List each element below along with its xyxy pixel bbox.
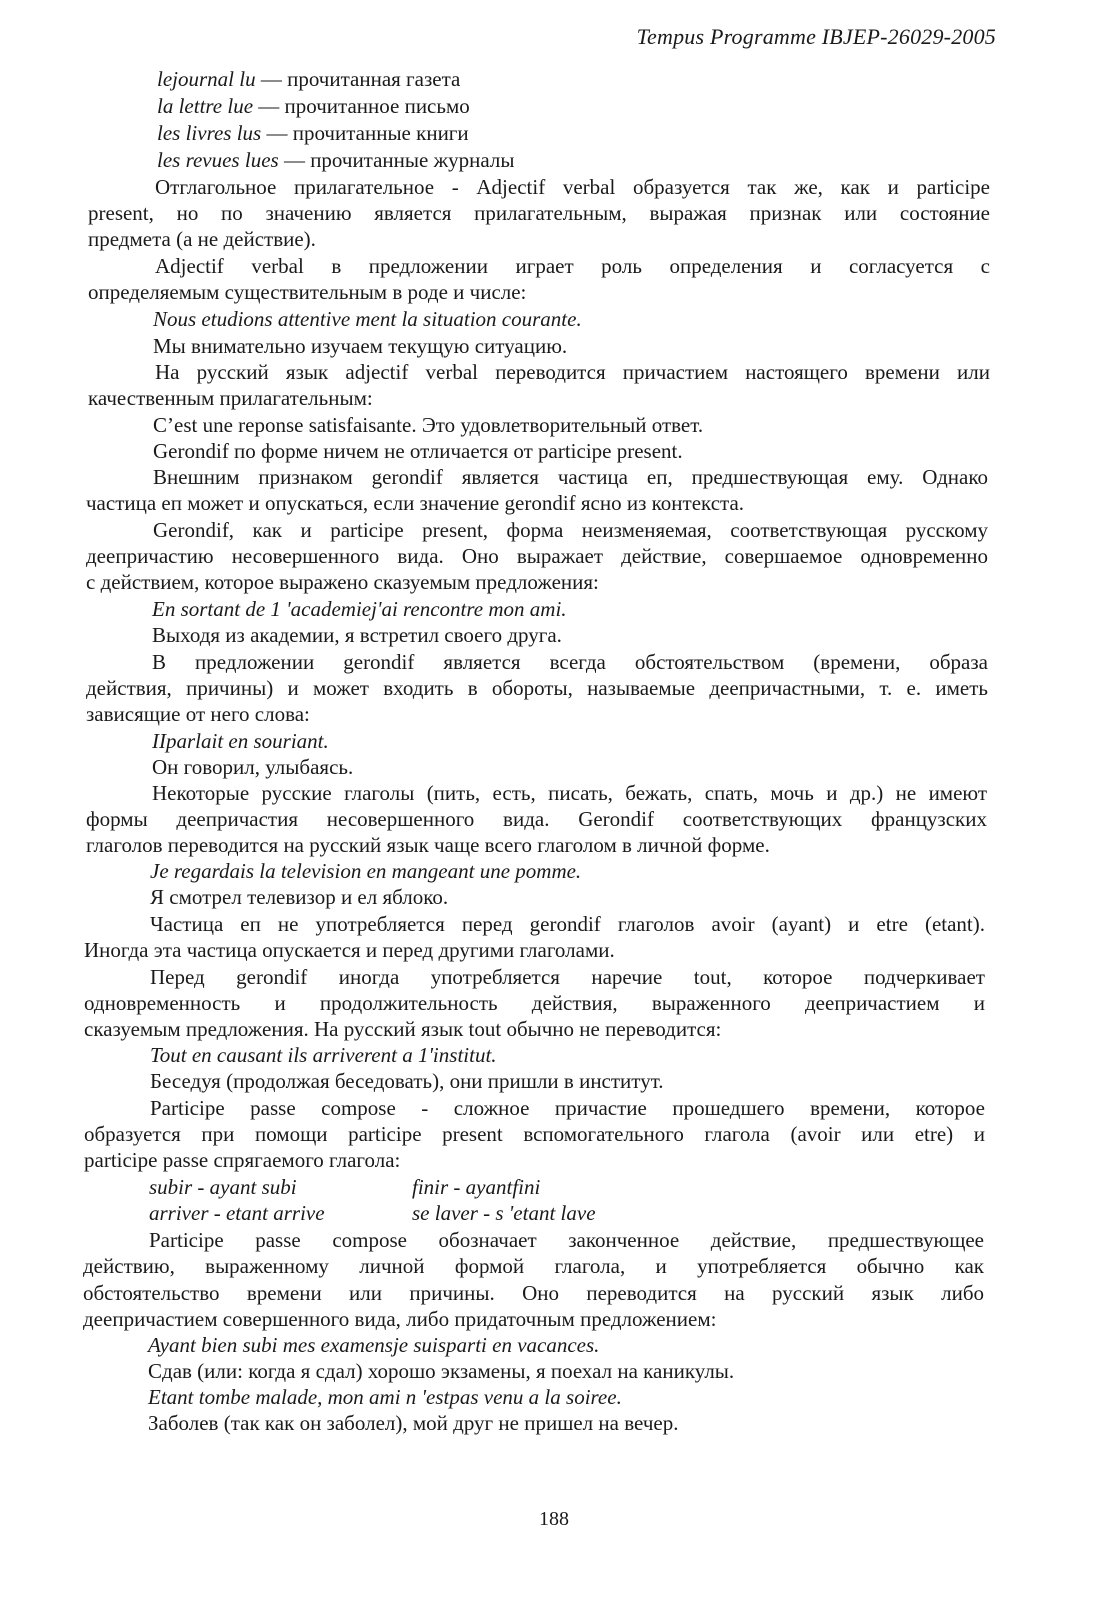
- running-header: Tempus Programme IBJEP-26029-2005: [636, 24, 996, 49]
- example-line: finir - ayantfini: [412, 1175, 541, 1199]
- text-line: Participe passe compose обозначает законченное действие, предшествующее: [149, 1228, 984, 1252]
- example-line: Tout en causant ils arriverent a 1'institut.: [150, 1043, 497, 1067]
- text-line: Внешним признаком gerondif является частица еп, предшествующая ему. Однако: [153, 465, 988, 489]
- example-line: la lettre lue — прочитанное письмо: [157, 94, 470, 118]
- text-line: качественным прилагательным:: [88, 386, 373, 410]
- text-line: Заболев (так как он заболел), мой друг не пришел на вечер.: [148, 1411, 679, 1435]
- text-line: предмета (а не действие).: [88, 227, 316, 251]
- text-line: глаголов переводится на русский язык чаще всего глаголом в личной форме.: [86, 833, 770, 857]
- text-line: Он говорил, улыбаясь.: [152, 755, 354, 779]
- text-line: определяемым существительным в роде и числе:: [88, 280, 527, 304]
- text-line: зависящие от него слова:: [86, 702, 310, 726]
- page-number: 188: [539, 1508, 569, 1530]
- text-line: present, но по значению является прилагательным, выражая признак или состояние: [88, 201, 990, 225]
- text-line: Беседуя (продолжая беседовать), они пришли в институт.: [150, 1069, 664, 1093]
- text-line: с действием, которое выражено сказуемым предложения:: [86, 570, 599, 594]
- text-line: Сдав (или: когда я сдал) хорошо экзамены, я поехал на каникулы.: [148, 1359, 735, 1383]
- text-line: образуется при помощи participe present вспомогательного глагола (avoir или etre) и: [84, 1122, 985, 1146]
- text-line: Я смотрел телевизор и ел яблоко.: [150, 885, 449, 909]
- example-line: lejournal lu — прочитанная газета: [157, 67, 461, 91]
- text-line: обстоятельство времени или причины. Оно переводится на русский язык либо: [83, 1281, 984, 1305]
- example-line: se laver - s 'etant lave: [412, 1201, 596, 1225]
- text-line: На русский язык adjectif verbal переводится причастием настоящего времени или: [155, 360, 990, 384]
- text-line: Перед gerondif иногда употребляется наречие tout, которое подчеркивает: [150, 965, 985, 989]
- text-line: Participe passe compose - сложное причастие прошедшего времени, которое: [150, 1096, 985, 1120]
- text-line: Отглагольное прилагательное - Adjectif verbal образуется так же, как и participe: [155, 175, 990, 199]
- text-line: Gerondif, как и participe present, форма неизменяемая, соответствующая русскому: [153, 518, 988, 542]
- text-line: Мы внимательно изучаем текущую ситуацию.: [153, 334, 568, 358]
- example-line: arriver - etant arrive: [149, 1201, 325, 1225]
- text-line: действия, причины) и может входить в обороты, называемые деепричастными, т. е. иметь: [86, 676, 988, 700]
- text-line: частица еп может и опускаться, если значение gerondif ясно из контекста.: [86, 491, 745, 515]
- text-line: Adjectif verbal в предложении играет роль определения и согласуется с: [155, 254, 990, 278]
- example-line: Je regardais la television en mangeant une pomme.: [150, 859, 582, 883]
- text-line: сказуемым предложения. На русский язык tout обычно не переводится:: [84, 1017, 722, 1041]
- text-line: participe passe спрягаемого глагола:: [84, 1148, 401, 1172]
- example-line: Nous etudions attentive ment la situation courante.: [153, 307, 582, 331]
- text-line: деепричастием совершенного вида, либо придаточным предложением:: [83, 1307, 717, 1331]
- text-line: Некоторые русские глаголы (пить, есть, писать, бежать, спать, мочь и др.) не имеют: [152, 781, 987, 805]
- text-line: В предложении gerondif является всегда обстоятельством (времени, образа: [152, 650, 988, 674]
- example-line: IIparlait en souriant.: [152, 729, 329, 753]
- example-line: subir - ayant subi: [149, 1175, 297, 1199]
- example-line: Etant tombe malade, mon ami n 'estpas venu a la soiree.: [148, 1385, 622, 1409]
- text-line: Частица еп не употребляется перед gerondif глаголов avoir (ayant) и etre (etant).: [150, 912, 985, 936]
- example-line: En sortant de 1 'academiej'ai rencontre mon ami.: [152, 597, 567, 621]
- text-line: Gerondif по форме ничем не отличается от participe present.: [153, 439, 683, 463]
- example-line: les revues lues — прочитанные журналы: [157, 148, 515, 172]
- text-line: одновременность и продолжительность действия, выраженного деепричастием и: [84, 991, 985, 1015]
- text-line: действию, выраженному личной формой глагола, и употребляется обычно как: [83, 1254, 984, 1278]
- text-line: C’est une reponse satisfaisante. Это удовлетворительный ответ.: [153, 413, 704, 437]
- example-line: les livres lus — прочитанные книги: [157, 121, 469, 145]
- text-line: Выходя из академии, я встретил своего друга.: [152, 623, 562, 647]
- text-line: Иногда эта частица опускается и перед другими глаголами.: [84, 938, 615, 962]
- text-line: деепричастию несовершенного вида. Оно выражает действие, совершаемое одновременно: [86, 544, 988, 568]
- example-line: Ayant bien subi mes examensje suisparti en vacances.: [148, 1333, 600, 1357]
- text-line: формы деепричастия несовершенного вида. Gerondif соответствующих французских: [86, 807, 987, 831]
